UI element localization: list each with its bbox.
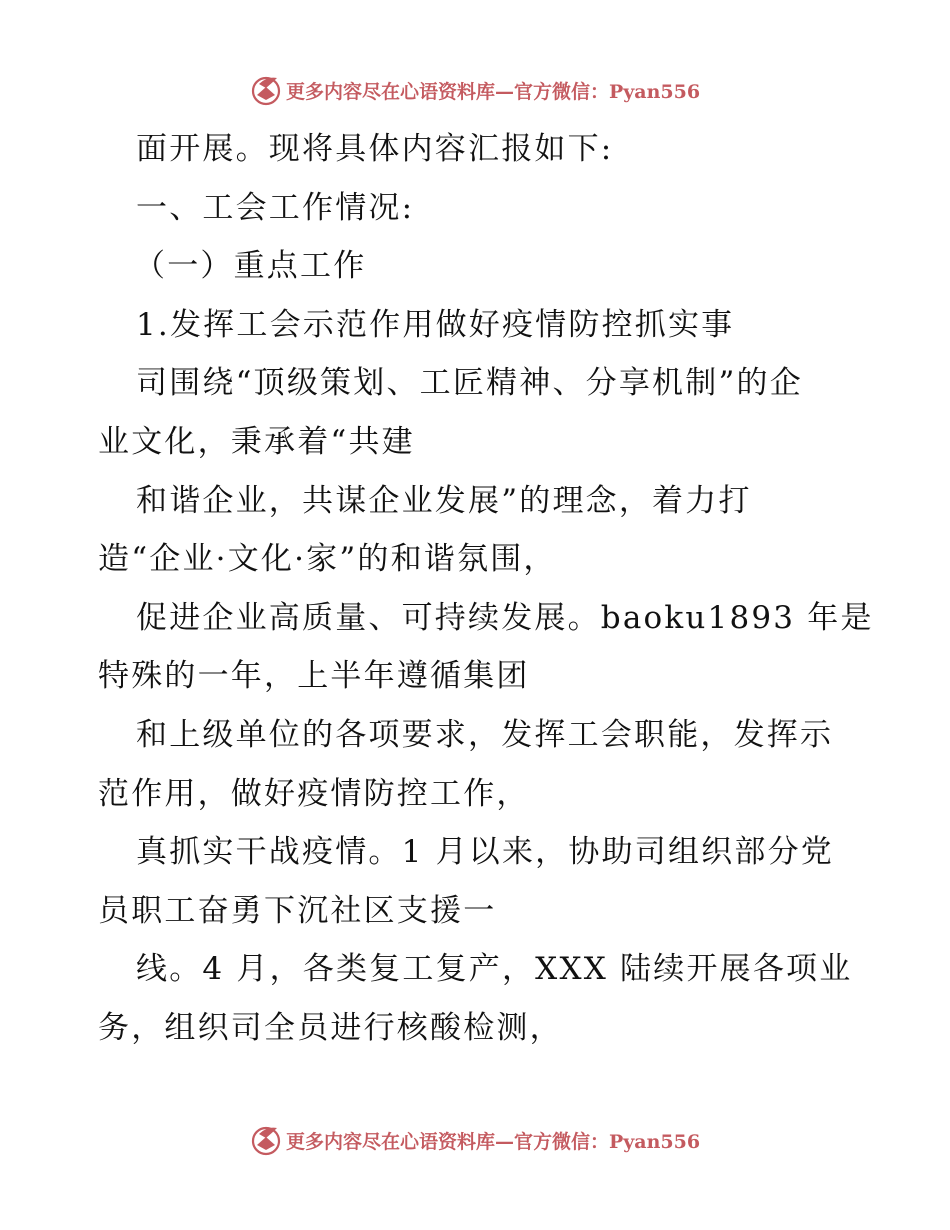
- watermark-footer: [0, 1120, 950, 1160]
- paragraph-line: 司围绕“顶级策划、工匠精神、分享机制”的企: [136, 365, 803, 402]
- paragraph-line: 业文化，秉承着“共建: [98, 423, 415, 460]
- red-book-quill-logo-icon: [250, 1124, 282, 1156]
- item-heading: 1.发挥工会示范作用做好疫情防控抓实事: [136, 306, 735, 343]
- red-book-quill-logo-icon: [250, 74, 282, 106]
- paragraph-line: 和上级单位的各项要求，发挥工会职能，发挥示: [136, 716, 834, 753]
- paragraph-line: 员职工奋勇下沉社区支援一: [98, 892, 497, 929]
- paragraph-line: 线。4 月，各类复工复产，XXX 陆续开展各项业: [136, 951, 853, 988]
- watermark-text: 更多内容尽在心语资料库—官方微信：Pyan556: [285, 1130, 701, 1153]
- document-body: [98, 120, 874, 1058]
- watermark-header: [0, 70, 950, 110]
- subsection-heading: （一）重点工作: [134, 248, 367, 285]
- paragraph-line: 造“企业·文化·家”的和谐氛围，: [98, 541, 557, 578]
- paragraph-line: 促进企业高质量、可持续发展。baoku1893 年是: [136, 599, 874, 636]
- paragraph-line: 务，组织司全员进行核酸检测，: [98, 1009, 563, 1046]
- paragraph-line: 真抓实干战疫情。1 月以来，协助司组织部分党: [136, 834, 834, 871]
- watermark-text: 更多内容尽在心语资料库—官方微信：Pyan556: [285, 80, 701, 103]
- paragraph-line: 和谐企业，共谋企业发展”的理念，着力打: [136, 482, 752, 519]
- paragraph-line: 面开展。现将具体内容汇报如下:: [136, 131, 614, 167]
- paragraph-line: 特殊的一年，上半年遵循集团: [98, 658, 530, 695]
- paragraph-line: 范作用，做好疫情防控工作，: [98, 775, 530, 812]
- section-heading: 一、工会工作情况:: [136, 189, 415, 226]
